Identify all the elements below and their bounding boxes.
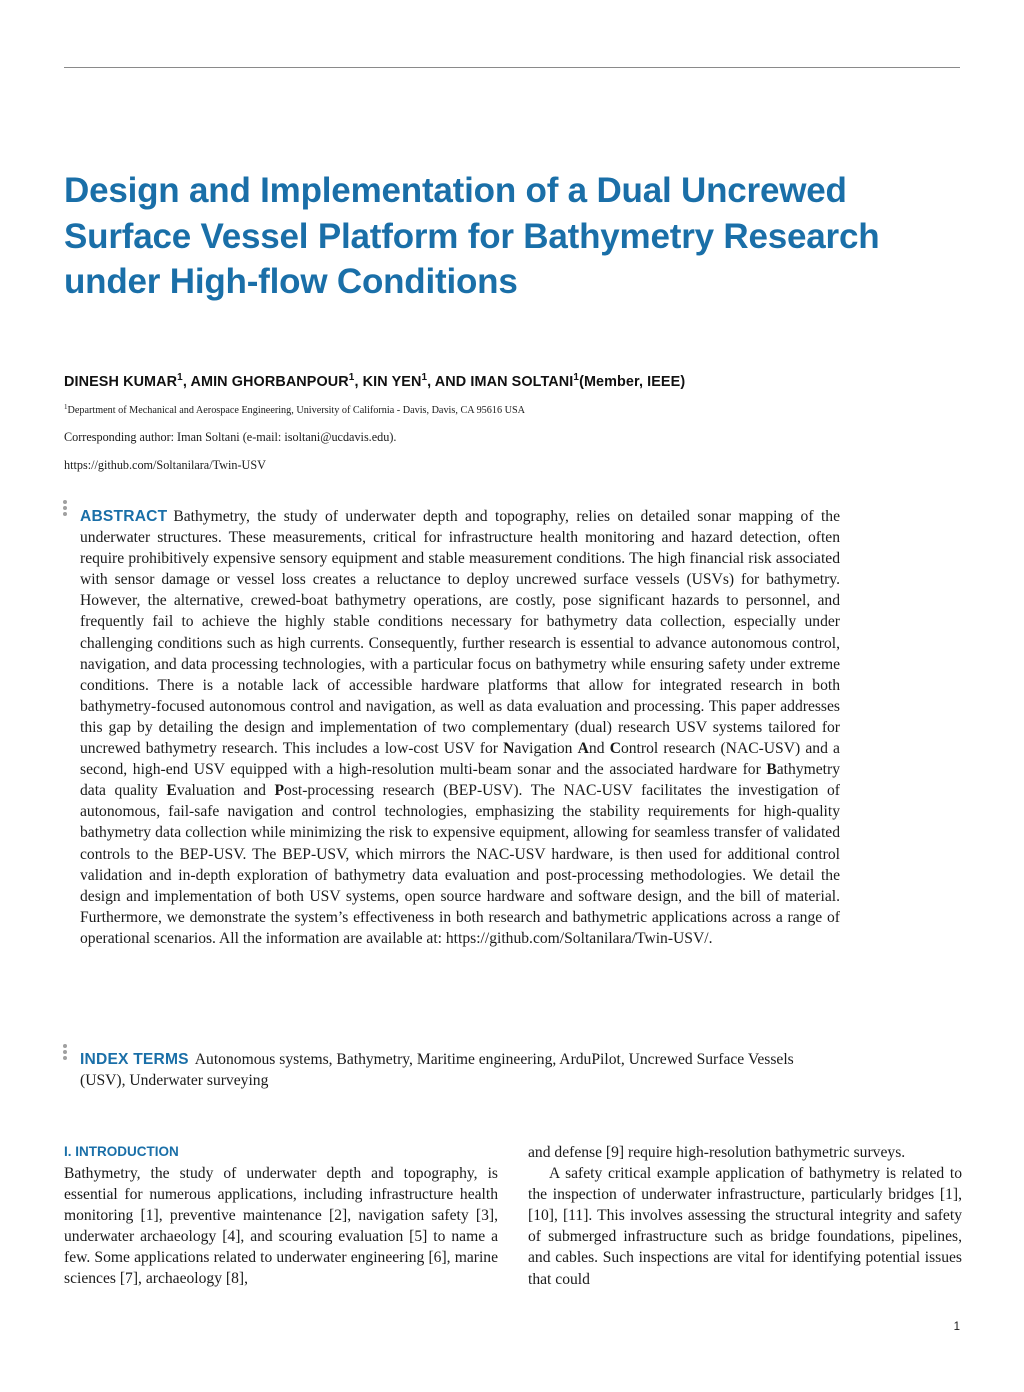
abstract-text: nd bbox=[588, 740, 610, 758]
author-separator: , AND bbox=[427, 374, 471, 390]
author-name: KIN YEN bbox=[362, 374, 422, 390]
author-sup: 1 bbox=[573, 372, 580, 383]
abstract-text: athymetry data quality bbox=[80, 761, 840, 800]
index-terms-marker-icon bbox=[63, 1044, 69, 1062]
abstract-text: ost-processing research (BEP-USV). The NAC-USV facilitates the investigation of autonomous, fail-safe navigation and control technologies, emphasizing the stability requirements for high-quality bathymetry data collection while minimizing the risk to expensive equipment, allowing for seamless transfer of validated controls to the BEP-USV. The BEP-USV, which mirrors the NAC-USV hardware, is then used for additional control validation and in-depth exploration of bathymetry data evaluation and post-processing methodologies. We detail the design and implementation of both USV systems, open source hardware and software design, and the bill of material. Furthermore, we demonstrate the system’s effectiveness in both research and bathymetric applications across a range of operational scenarios. All the information are available at: https://github.com/Soltanilara/Twin-USV/. bbox=[80, 782, 840, 947]
abstract-text: Bathymetry, the study of underwater depth and topography, relies on detailed sonar mapping of the underwater structures. These measurements, critical for infrastructure health monitoring and hazard detection, often require prohibitively expensive sensory equipment and stable measurement conditions. The high financial risk associated with sensor damage or vessel loss creates a reluctance to deploy uncrewed surface vessels (USVs) for bathymetry. However, the alternative, crewed-boat bathymetry operations, are costly, pose significant hazards to personnel, and frequently fail to achieve the highly stable conditions necessary for bathymetry data collection, especially under challenging conditions such as high currents. Consequently, further research is essential to advance autonomous control, navigation, and data processing technologies, with a particular focus on bathymetry while ensuring safety under extreme conditions. There is a notable lack of accessible hardware platforms that allow for integrated research in both bathymetry-focused autonomous control and navigation, as well as data evaluation and processing. This paper addresses this gap by detailing the design and implementation of two complementary (dual) research USV systems tailored for uncrewed bathymetry research. This includes a low-cost USV for bbox=[80, 508, 840, 758]
intro-column-left bbox=[64, 1163, 498, 1290]
affiliation-text: Department of Mechanical and Aerospace Engineering, University of California - Davis, Davis, CA 95616 USA bbox=[67, 405, 525, 416]
corresponding-author: Corresponding author: Iman Soltani (e-mail: isoltani@ucdavis.edu). bbox=[64, 430, 397, 444]
author-name: AMIN GHORBANPOUR bbox=[190, 374, 349, 390]
author-separator: , bbox=[182, 374, 191, 390]
abstract-marker-icon bbox=[63, 500, 69, 518]
acronym-letter: A bbox=[577, 740, 589, 758]
acronym-letter: C bbox=[609, 740, 621, 758]
acronym-letter: P bbox=[274, 782, 285, 800]
intro-paragraph: and defense [9] require high-resolution bathymetric surveys. bbox=[528, 1144, 906, 1161]
abstract-text: avigation bbox=[514, 740, 578, 758]
abstract-text: ontrol research (NAC-USV) and a second, high-end USV equipped with a high-resolution multi-beam sonar and the associated hardware for bbox=[80, 740, 840, 779]
intro-paragraph: A safety critical example application of bathymetry is related to the inspection of underwater infrastructure, particularly bridges [1], [10], [11]. This involves assessing the structural integrity and safety of submerged infrastructure such as bridge foundations, pipelines, and cables. Such inspections are vital for identifying potential issues that could bbox=[528, 1165, 962, 1288]
affiliation-sup: 1 bbox=[64, 403, 68, 411]
section-heading-introduction: I. INTRODUCTION bbox=[64, 1144, 179, 1159]
author-note: (Member, IEEE) bbox=[579, 374, 686, 390]
author-sup: 1 bbox=[348, 372, 355, 383]
abstract-text: valuation and bbox=[176, 782, 275, 800]
acronym-letter: B bbox=[766, 761, 777, 779]
index-terms bbox=[80, 1049, 840, 1091]
acronym-letter: E bbox=[166, 782, 177, 800]
header-rule bbox=[64, 67, 960, 68]
intro-paragraph: Bathymetry, the study of underwater depth and topography, is essential for numerous applications, including infrastructure health monitoring [1], preventive maintenance [2], navigation safety [3], underwater archaeology [4], and scouring evaluation [5] to name a few. Some applications related to underwater engineering [6], marine sciences [7], archaeology [8], bbox=[64, 1165, 498, 1288]
author-name: DINESH KUMAR bbox=[64, 374, 178, 390]
repository-link[interactable]: https://github.com/Soltanilara/Twin-USV bbox=[64, 458, 266, 472]
intro-column-right bbox=[528, 1142, 962, 1290]
author-separator: , bbox=[354, 374, 363, 390]
abstract bbox=[80, 506, 840, 949]
author-line bbox=[64, 374, 685, 390]
index-terms-text: Autonomous systems, Bathymetry, Maritime engineering, ArduPilot, Uncrewed Surface Vessels (USV), Underwater surveying bbox=[80, 1051, 794, 1090]
index-terms-label: INDEX TERMS bbox=[80, 1051, 189, 1068]
abstract-label: ABSTRACT bbox=[80, 508, 168, 525]
acronym-letter: N bbox=[503, 740, 515, 758]
author-name: IMAN SOLTANI bbox=[470, 374, 574, 390]
author-sup: 1 bbox=[177, 372, 183, 383]
page-number: 1 bbox=[953, 1321, 960, 1333]
affiliation bbox=[64, 405, 525, 416]
paper-title: Design and Implementation of a Dual Uncrewed Surface Vessel Platform for Bathymetry Research under High-flow Conditions bbox=[64, 171, 880, 301]
author-sup: 1 bbox=[421, 372, 428, 383]
